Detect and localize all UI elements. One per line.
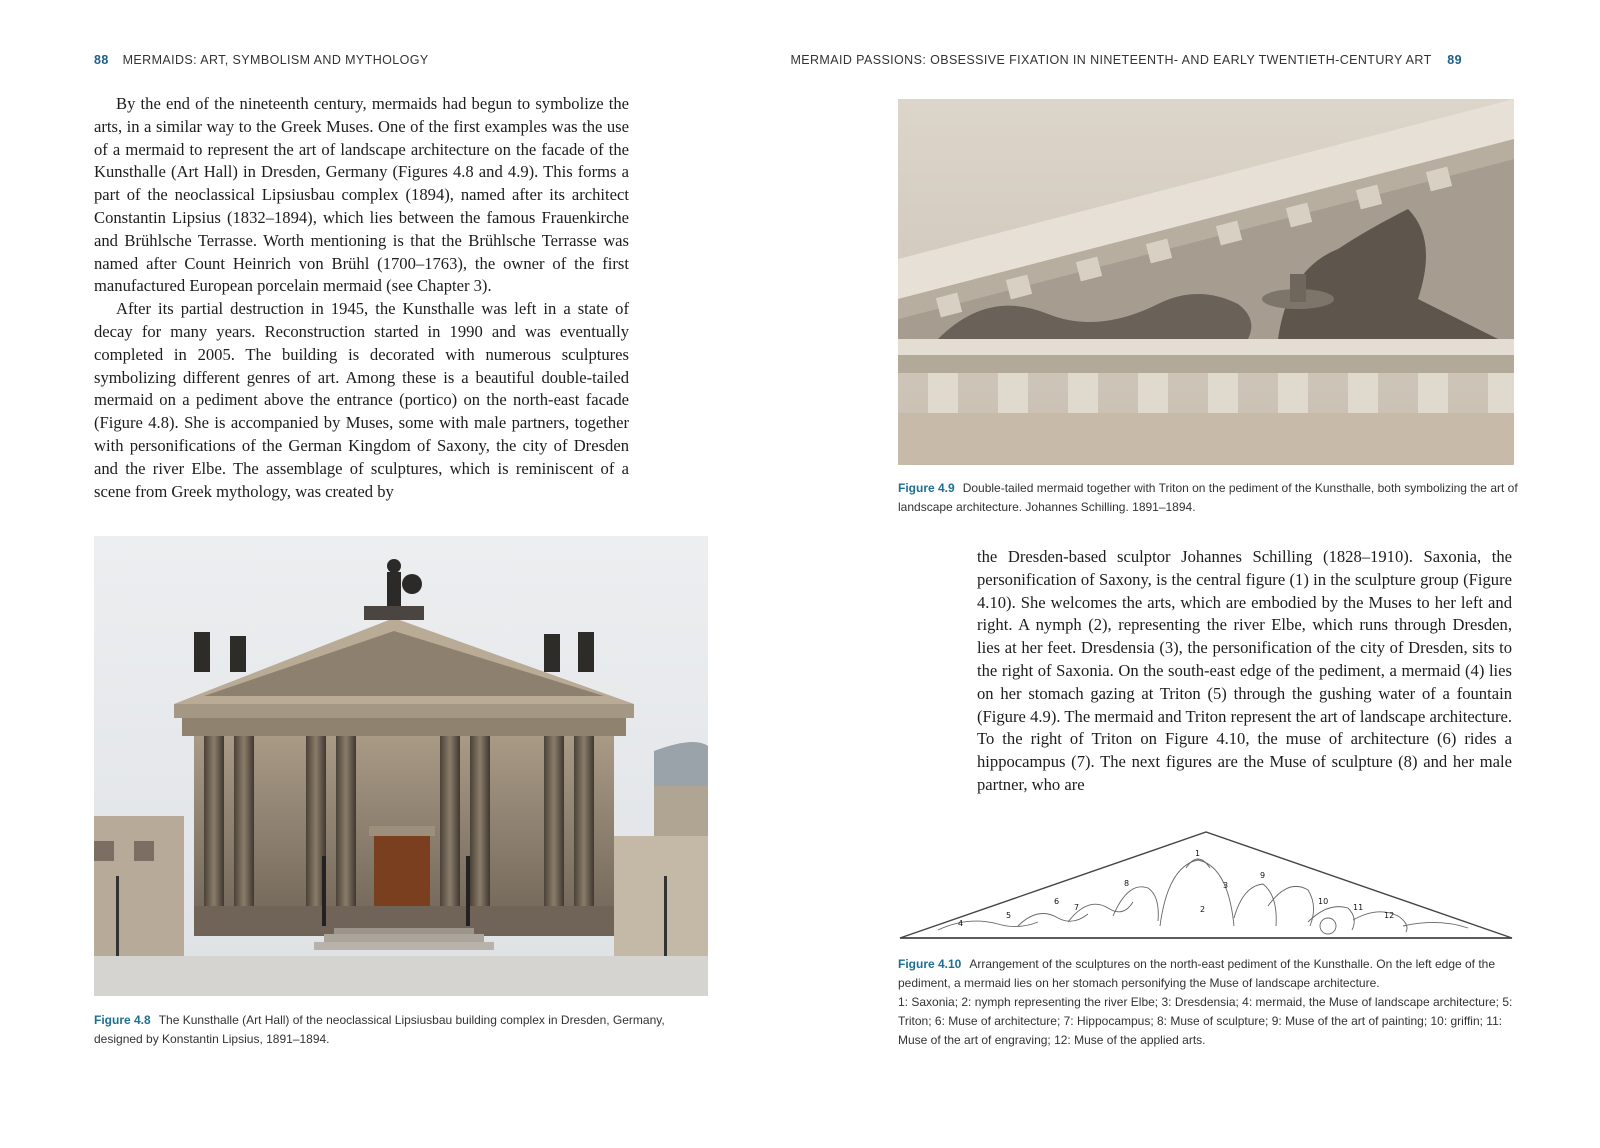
- body-text-left: [94, 93, 629, 503]
- figure-4-9-label: Figure 4.9: [898, 481, 955, 495]
- diagram-number-10: 10: [1318, 897, 1329, 906]
- figure-4-9-caption: [898, 479, 1518, 517]
- running-head-title-left: MERMAIDS: ART, SYMBOLISM AND MYTHOLOGY: [122, 53, 429, 67]
- diagram-number-6: 6: [1054, 897, 1060, 906]
- diagram-number-12: 12: [1384, 911, 1395, 920]
- paragraph-2: After its partial destruction in 1945, the Kunsthalle was left in a state of decay for many years. Reconstruction started in 1990 and was eventually completed in 2005. The building is decorated with numerous sculptures symbolizing different genres of art. Among these is a beautiful double-tailed mermaid on a pediment above the entrance (portico) on the north-east facade (Figure 4.8). She is accompanied by Muses, some with male partners, together with personifications of the German Kingdom of Saxony, the city of Dresden and the river Elbe. The assemblage of sculptures, which is reminiscent of a scene from Greek mythology, was created by: [94, 299, 629, 501]
- figure-4-10-caption-line-1: Arrangement of the sculptures on the north-east pediment of the Kunsthalle. On the left edge of the pediment, a mermaid lies on her stomach personifying the Muse of landscape architecture.: [898, 957, 1496, 990]
- kunsthalle-facade-illustration: [94, 536, 708, 996]
- running-head-left: [94, 53, 429, 67]
- figure-4-9-photo: [898, 99, 1514, 465]
- diagram-number-9: 9: [1260, 871, 1266, 880]
- diagram-number-2: 2: [1200, 905, 1206, 914]
- figure-4-8-label: Figure 4.8: [94, 1013, 151, 1027]
- running-head-right: [790, 53, 1462, 67]
- diagram-number-1: 1: [1195, 849, 1201, 858]
- figure-4-10-caption: [898, 955, 1522, 1050]
- figure-4-10-label: Figure 4.10: [898, 957, 962, 971]
- paragraph-1: By the end of the nineteenth century, mermaids had begun to symbolize the arts, in a similar way to the Greek Muses. One of the first examples was the use of a mermaid to represent the art of landscape architecture on the facade of the Kunsthalle (Art Hall) in Dresden, Germany (Figures 4.8 and 4.9). This forms a part of the neoclassical Lipsiusbau complex (1894), named after its architect Constantin Lipsius (1832–1894), which lies between the famous Frauenkirche and Brühlsche Terrasse. Worth mentioning is that the Brühlsche Terrasse was named after Count Heinrich von Brühl (1700–1763), the owner of the first manufactured European porcelain mermaid (see Chapter 3).: [94, 94, 629, 296]
- running-head-title-right: MERMAID PASSIONS: OBSESSIVE FIXATION IN NINETEENTH- AND EARLY TWENTIETH-CENTURY ART: [790, 53, 1432, 67]
- pediment-closeup-illustration: [898, 99, 1514, 465]
- diagram-number-5: 5: [1006, 911, 1012, 920]
- diagram-number-8: 8: [1124, 879, 1130, 888]
- figure-4-8-photo: [94, 536, 708, 996]
- page-number-left: 88: [94, 53, 109, 67]
- diagram-number-3: 3: [1223, 881, 1229, 890]
- diagram-number-7: 7: [1074, 903, 1080, 912]
- page-number-right: 89: [1447, 53, 1462, 67]
- figure-4-8-caption: [94, 1011, 714, 1049]
- body-text-right: [977, 546, 1512, 797]
- diagram-number-11: 11: [1353, 903, 1364, 912]
- figure-4-10-diagram: [898, 826, 1514, 942]
- diagram-number-4: 4: [958, 919, 964, 928]
- figure-4-8-caption-text: The Kunsthalle (Art Hall) of the neoclassical Lipsiusbau building complex in Dresden, Germany, designed by Konstantin Lipsius, 1891–1894.: [94, 1013, 665, 1046]
- figure-4-9-caption-text: Double-tailed mermaid together with Triton on the pediment of the Kunsthalle, both symbolizing the art of landscape architecture. Johannes Schilling. 1891–1894.: [898, 481, 1518, 514]
- paragraph-3: the Dresden-based sculptor Johannes Schilling (1828–1910). Saxonia, the personification of Saxony, is the central figure (1) in the sculpture group (Figure 4.10). She welcomes the arts, which are embodied by the Muses to her left and right. A nymph (2), representing the river Elbe, which runs through Dresden, lies at her feet. Dresdensia (3), the personification of the city of Dresden, sits to the right of Saxonia. On the south-east edge of the pediment, a mermaid (4) lies on her stomach gazing at Triton (5) through the gushing water of a fountain (Figure 4.9). The mermaid and Triton represent the art of landscape architecture. To the right of Triton on Figure 4.10, the muse of architecture (6) rides a hippocampus (7). The next figures are the Muse of sculpture (8) and her male partner, who are: [977, 547, 1512, 794]
- pediment-arrangement-drawing: [898, 826, 1514, 942]
- figure-4-10-caption-line-2: 1: Saxonia; 2: nymph representing the river Elbe; 3: Dresdensia; 4: mermaid, the Muse of landscape architecture; 5: Triton; 6: Muse of architecture; 7: Hippocampus; 8: Muse of sculpture; 9: Muse of the art of painting; 10: griffin; 11: Muse of the art of engraving; 12: Muse of the applied arts.: [898, 995, 1513, 1047]
